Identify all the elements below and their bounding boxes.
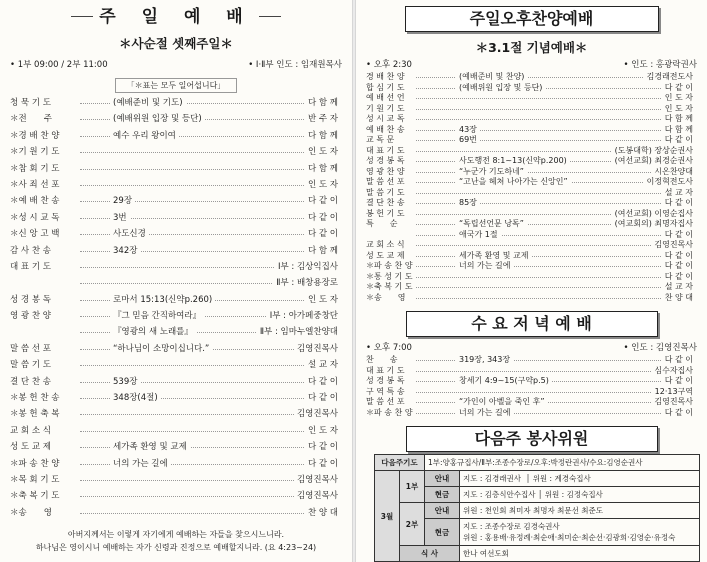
row-label: 성 시 교 독: [366, 114, 405, 123]
dotted-leader: [80, 431, 312, 432]
row-label: ＊신 앙 고 백: [10, 229, 60, 240]
row-person: 시온찬양대: [651, 167, 693, 178]
row-label: 성 도 교 제: [10, 442, 51, 453]
service-row: [356, 135, 707, 146]
service-row: [356, 387, 707, 398]
stand-notice: 「＊표는 모두 일어섭니다」: [115, 78, 237, 93]
service-row: [356, 261, 707, 272]
row-person: 인 도 자: [662, 93, 693, 104]
dotted-leader: [416, 203, 667, 204]
row-label: 봉 헌 기 도: [366, 208, 405, 218]
row-person: 다 함 께: [305, 128, 338, 144]
row-person: 다 같 이: [662, 376, 693, 387]
row-label: 성 경 봉 독: [366, 376, 405, 385]
dotted-leader: [416, 77, 667, 78]
row-label: ＊파 송 찬 양: [366, 407, 413, 417]
row-person: 설 교 자: [305, 357, 338, 373]
row-person: 다 같 이: [305, 210, 338, 226]
row-label: 영 광 찬 양: [10, 311, 51, 322]
row-person: 다 같 이: [662, 272, 693, 283]
row-person: 다 같 이: [662, 230, 693, 241]
row-person: 인 도 자: [662, 104, 693, 115]
service-row: [0, 390, 352, 406]
row-person: 설 교 자: [662, 188, 693, 199]
service-row: [0, 144, 352, 160]
row-label: ＊봉 헌 찬 송: [10, 393, 60, 404]
row-label: ＊축 복 기 도: [10, 491, 60, 502]
row-person: 반 주 자: [305, 111, 338, 127]
row-person: 다 같 이: [305, 390, 338, 406]
service-row: [0, 161, 352, 177]
service-row: [0, 341, 352, 357]
service-row: [0, 456, 352, 472]
dotted-leader: [80, 169, 312, 170]
service-row: [0, 226, 352, 242]
row-person: 김영진목사: [651, 240, 693, 251]
service-row: [0, 128, 352, 144]
row-label: 대 표 기 도: [366, 145, 405, 155]
row-person: 다 함 께: [305, 161, 338, 177]
sunday-service-subtitle: ＊사순절 셋째주일＊: [119, 36, 233, 51]
row-content: 342장: [110, 243, 140, 259]
service-row: [356, 219, 707, 230]
row-person: Ⅰ부 : 김상익집사: [275, 259, 338, 275]
row-label: 결 단 찬 송: [366, 198, 405, 207]
row-person: 다 같 이: [662, 261, 693, 272]
row-content: 너의 가는 길에: [456, 261, 513, 272]
service-row: [356, 188, 707, 199]
dotted-leader: [416, 360, 667, 361]
row-person: (여선교회) 최경순권사: [612, 156, 693, 167]
afternoon-leader: • 인도 : 홍광락권사: [623, 60, 697, 70]
row-content: 너의 가는 길에: [110, 456, 171, 472]
service-row: [0, 505, 352, 521]
dotted-leader: [80, 152, 312, 153]
service-row: [0, 406, 352, 422]
row-label: 말 씀 선 포: [366, 397, 405, 406]
row-label: 감 사 찬 송: [10, 245, 51, 256]
row-person: 인 도 자: [305, 292, 338, 308]
row-content: 3번: [110, 210, 130, 226]
row-label: 교 회 소 식: [10, 425, 51, 436]
row-person: 다 같 이: [305, 439, 338, 455]
row-label: 성 경 봉 독: [10, 294, 51, 305]
service-row: [356, 397, 707, 408]
row-label: 예 배 찬 송: [366, 124, 405, 134]
row-label: 성 도 교 제: [366, 250, 405, 260]
scripture-verse: 아버지께서는 이렇게 자기에게 예배하는 자들을 찾으시느니라. 하나님은 영이시니 예배하는 자가 신령과 진정으로 예배할지니라. (요 4:23~24): [35, 530, 317, 552]
dotted-leader: [80, 185, 312, 186]
afternoon-order: [356, 72, 707, 303]
row-content: (예배위원 입장 및 등단): [456, 83, 545, 94]
service-row: [356, 198, 707, 209]
row-content: 85장: [456, 198, 480, 209]
row-person: (여선교회) 이영순집사: [612, 209, 693, 220]
row-label: ＊전 주: [10, 114, 52, 125]
row-person: 다 같 이: [662, 251, 693, 262]
dotted-leader: [80, 496, 312, 497]
dotted-leader: [416, 298, 667, 299]
afternoon-service-subtitle: ＊3.1절 기념예배＊: [475, 40, 588, 55]
service-row: [356, 125, 707, 136]
service-row: [0, 292, 352, 308]
row-label: 교 회 소 식: [366, 240, 405, 249]
dotted-leader: [416, 287, 667, 288]
row-content: 애국가 1절: [456, 230, 501, 241]
row-person: Ⅰ부 : 아가페중창단: [267, 308, 338, 324]
row-content: 『그 믿음 간직하여라』: [110, 308, 204, 324]
row-content: “하나님이 소망이십니다.”: [110, 341, 212, 357]
dotted-leader: [416, 172, 667, 173]
row-label: 대 표 기 도: [10, 261, 51, 272]
row-person: 김영진목사: [294, 406, 338, 422]
row-person: 다 함 께: [305, 95, 338, 111]
afternoon-time: • 오후 2:30: [366, 60, 412, 70]
row-label: 결 단 찬 송: [10, 376, 51, 387]
row-person: 다 함 께: [305, 243, 338, 259]
service-row: [356, 156, 707, 167]
service-row: [0, 439, 352, 455]
row-content: 539장: [110, 374, 140, 390]
row-person: Ⅱ부 : 임마누엘찬양대: [257, 324, 338, 340]
left-column: [0, 0, 352, 562]
service-row: [356, 104, 707, 115]
wednesday-time: • 오후 7:00: [366, 343, 412, 353]
row-content: (예배준비 및 기도): [110, 95, 186, 111]
dotted-leader: [416, 119, 667, 120]
row-label: ＊예 배 찬 송: [10, 196, 60, 207]
dotted-leader: [416, 256, 667, 257]
row-person: 김영진목사: [294, 341, 338, 357]
service-row: [0, 259, 352, 275]
service-row: [356, 167, 707, 178]
row-person: 김영진목사: [651, 397, 693, 408]
dotted-leader: [416, 140, 667, 141]
row-person: 다 같 이: [662, 408, 693, 419]
row-content: 창세기 4:9~15(구약p.5): [456, 376, 552, 387]
service-row: [356, 376, 707, 387]
row-content: 예수 우리 왕이여: [110, 128, 179, 144]
service-time: • 1부 09:00 / 2부 11:00: [10, 60, 108, 70]
row-person: (도봉대학) 장상순권사: [612, 146, 693, 157]
service-row: [356, 230, 707, 241]
row-person: 이정혁전도사: [644, 177, 693, 188]
service-row: [0, 111, 352, 127]
service-row: [356, 251, 707, 262]
row-content: “독립선언문 낭독”: [456, 219, 527, 230]
service-row: [0, 275, 352, 291]
row-person: 다 함 께: [662, 114, 693, 125]
row-person: 김경래전도사: [644, 72, 693, 83]
dotted-leader: [80, 414, 312, 415]
wednesday-service-title: 수 요 저 녁 예 배: [406, 311, 658, 337]
dotted-leader: [416, 98, 667, 99]
row-label: 기 원 기 도: [366, 103, 405, 113]
row-content: 사도행전 8:1~13(신약p.200): [456, 156, 570, 167]
row-label: 청 묵 기 도: [10, 98, 51, 108]
row-label: 구 역 특 송: [366, 386, 405, 396]
dotted-leader: [80, 480, 312, 481]
wednesday-order: [356, 355, 707, 418]
row-content: “가인이 아벨을 죽인 후”: [456, 397, 547, 408]
dotted-leader: [416, 413, 667, 414]
row-person: 다 같 이: [305, 226, 338, 242]
row-label: 합 심 기 도: [366, 82, 405, 92]
row-label: ＊참 회 기 도: [10, 163, 60, 174]
service-row: [356, 293, 707, 304]
row-content: 로마서 15:13(신약p.260): [110, 292, 215, 308]
service-row: [0, 374, 352, 390]
row-person: (여교회의) 최명자집사: [612, 219, 693, 230]
row-label: ＊봉 헌 축 복: [10, 409, 60, 420]
service-row: [356, 114, 707, 125]
row-content: 319장, 343장: [456, 355, 513, 366]
row-label: 말 씀 선 포: [366, 177, 405, 186]
row-label: ＊송 영: [10, 507, 52, 518]
row-person: 심수자집사: [651, 366, 693, 377]
row-content: 348장(4절): [110, 390, 161, 406]
row-content: 세가족 환영 및 교제: [110, 439, 190, 455]
service-row: [356, 282, 707, 293]
row-label: ＊경 배 찬 양: [10, 130, 60, 141]
volunteers-title: 다음주 봉사위원: [406, 426, 658, 452]
service-row: [356, 355, 707, 366]
service-row: [356, 83, 707, 94]
row-person: 인 도 자: [305, 177, 338, 193]
row-person: 김영진목사: [294, 488, 338, 504]
dotted-leader: [80, 513, 312, 514]
row-label: ＊파 송 찬 양: [366, 261, 413, 270]
service-row: [356, 272, 707, 283]
row-label: ＊성 시 교 독: [10, 212, 60, 223]
service-row: [0, 488, 352, 504]
row-label: 경 배 찬 양: [366, 72, 405, 81]
service-row: [0, 193, 352, 209]
row-content: (예배준비 및 찬양): [456, 72, 527, 83]
dotted-leader: [416, 392, 667, 393]
service-row: [0, 357, 352, 373]
row-content: 29장: [110, 193, 135, 209]
row-label: 영 광 찬 양: [366, 166, 405, 176]
volunteers-table: 다음주기도 1부:양홍규집사/Ⅱ부:조종수장로/오후:박정란권사/수요:김영순권사 3월 1부 안내 지도 : 김경래권사 │ 위원 : 계경숙집사 현금 지도 : 김층식안수집사 │ 위원 : 김정숙집사 2부 안내 위원 : 천인회 최미자 최명자 최문선 최준도 현금 지도 : 조종수장로 김경숙권사 위원 : 홍용배·유정례·최순애·최미순·최순선·김광희·김영순·유정숙 식 사 한나 여선도회: [374, 454, 700, 562]
row-content: “고난을 헤쳐 나아가는 신앙인”: [456, 177, 571, 188]
dotted-leader: [416, 266, 667, 267]
dotted-leader: [416, 130, 667, 131]
row-content: 43장: [456, 125, 480, 136]
service-row: [0, 472, 352, 488]
row-person: 다 함 께: [662, 125, 693, 136]
right-column: [356, 0, 707, 562]
row-content: 『영광의 새 노래를』: [110, 324, 196, 340]
afternoon-service-title: 주일오후찬양예배: [405, 6, 659, 32]
row-content: 세가족 환영 및 교제: [456, 251, 531, 262]
dotted-leader: [416, 235, 667, 236]
row-label: ＊축 복 기 도: [366, 282, 413, 291]
row-content: “누군가 기도하네”: [456, 167, 527, 178]
row-label: 예 배 선 언: [366, 93, 405, 102]
row-label: ＊통 성 기 도: [366, 271, 413, 281]
service-row: [0, 308, 352, 324]
row-person: 인 도 자: [305, 423, 338, 439]
service-row: [0, 423, 352, 439]
row-label: 말 씀 기 도: [10, 360, 51, 371]
row-label: ＊기 원 기 도: [10, 147, 60, 158]
row-person: 12·13구역: [652, 387, 693, 398]
row-person: 다 같 이: [305, 193, 338, 209]
row-content: 너의 가는 길에: [456, 408, 513, 419]
dotted-leader: [416, 193, 667, 194]
service-row: [356, 72, 707, 83]
service-row: [356, 240, 707, 251]
service-row: [356, 366, 707, 377]
service-row: [356, 93, 707, 104]
row-person: 다 같 이: [305, 456, 338, 472]
service-row: [0, 177, 352, 193]
row-person: 찬 양 대: [305, 505, 338, 521]
row-person: 다 같 이: [305, 374, 338, 390]
row-label: 성 경 봉 독: [366, 156, 405, 165]
service-row: [356, 408, 707, 419]
row-person: 다 같 이: [662, 198, 693, 209]
service-row: [0, 243, 352, 259]
row-label: 특 순: [366, 219, 398, 228]
row-label: ＊사 죄 선 포: [10, 179, 60, 190]
service-row: [356, 146, 707, 157]
row-person: 다 같 이: [662, 135, 693, 146]
service-row: [356, 209, 707, 220]
service-row: [0, 210, 352, 226]
row-person: 다 같 이: [662, 83, 693, 94]
row-label: ＊목 회 기 도: [10, 474, 60, 485]
row-label: 말 씀 선 포: [10, 343, 51, 354]
row-label: 교 독 문: [366, 135, 395, 144]
row-content: 사도신경: [110, 226, 149, 242]
service-row: [0, 324, 352, 340]
row-label: ＊송 영: [366, 292, 406, 302]
row-person: 설 교 자: [662, 282, 693, 293]
dotted-leader: [416, 245, 667, 246]
row-label: 말 씀 기 도: [366, 187, 405, 197]
wednesday-leader: • 인도 : 김영진목사: [623, 343, 697, 353]
dotted-leader: [416, 109, 667, 110]
row-content: (예배위원 입장 및 등단): [110, 111, 205, 127]
row-person: 김영진목사: [294, 472, 338, 488]
row-label: 찬 송: [366, 355, 398, 364]
sunday-service-title: 주 일 예 배: [71, 6, 281, 28]
row-content: 69번: [456, 135, 480, 146]
service-row: [356, 177, 707, 188]
order-of-service: [0, 95, 352, 521]
row-person: Ⅱ부 : 배창용장로: [273, 275, 338, 291]
service-row: [0, 95, 352, 111]
row-person: 인 도 자: [305, 144, 338, 160]
dotted-leader: [416, 371, 667, 372]
row-person: 다 같 이: [662, 355, 693, 366]
service-leader: • Ⅰ·Ⅱ부 인도 : 임재원목사: [248, 60, 342, 70]
row-person: 찬 양 대: [662, 293, 693, 304]
row-label: 대 표 기 도: [366, 365, 405, 375]
row-label: ＊파 송 찬 양: [10, 458, 60, 469]
dotted-leader: [416, 277, 667, 278]
dotted-leader: [80, 365, 312, 366]
